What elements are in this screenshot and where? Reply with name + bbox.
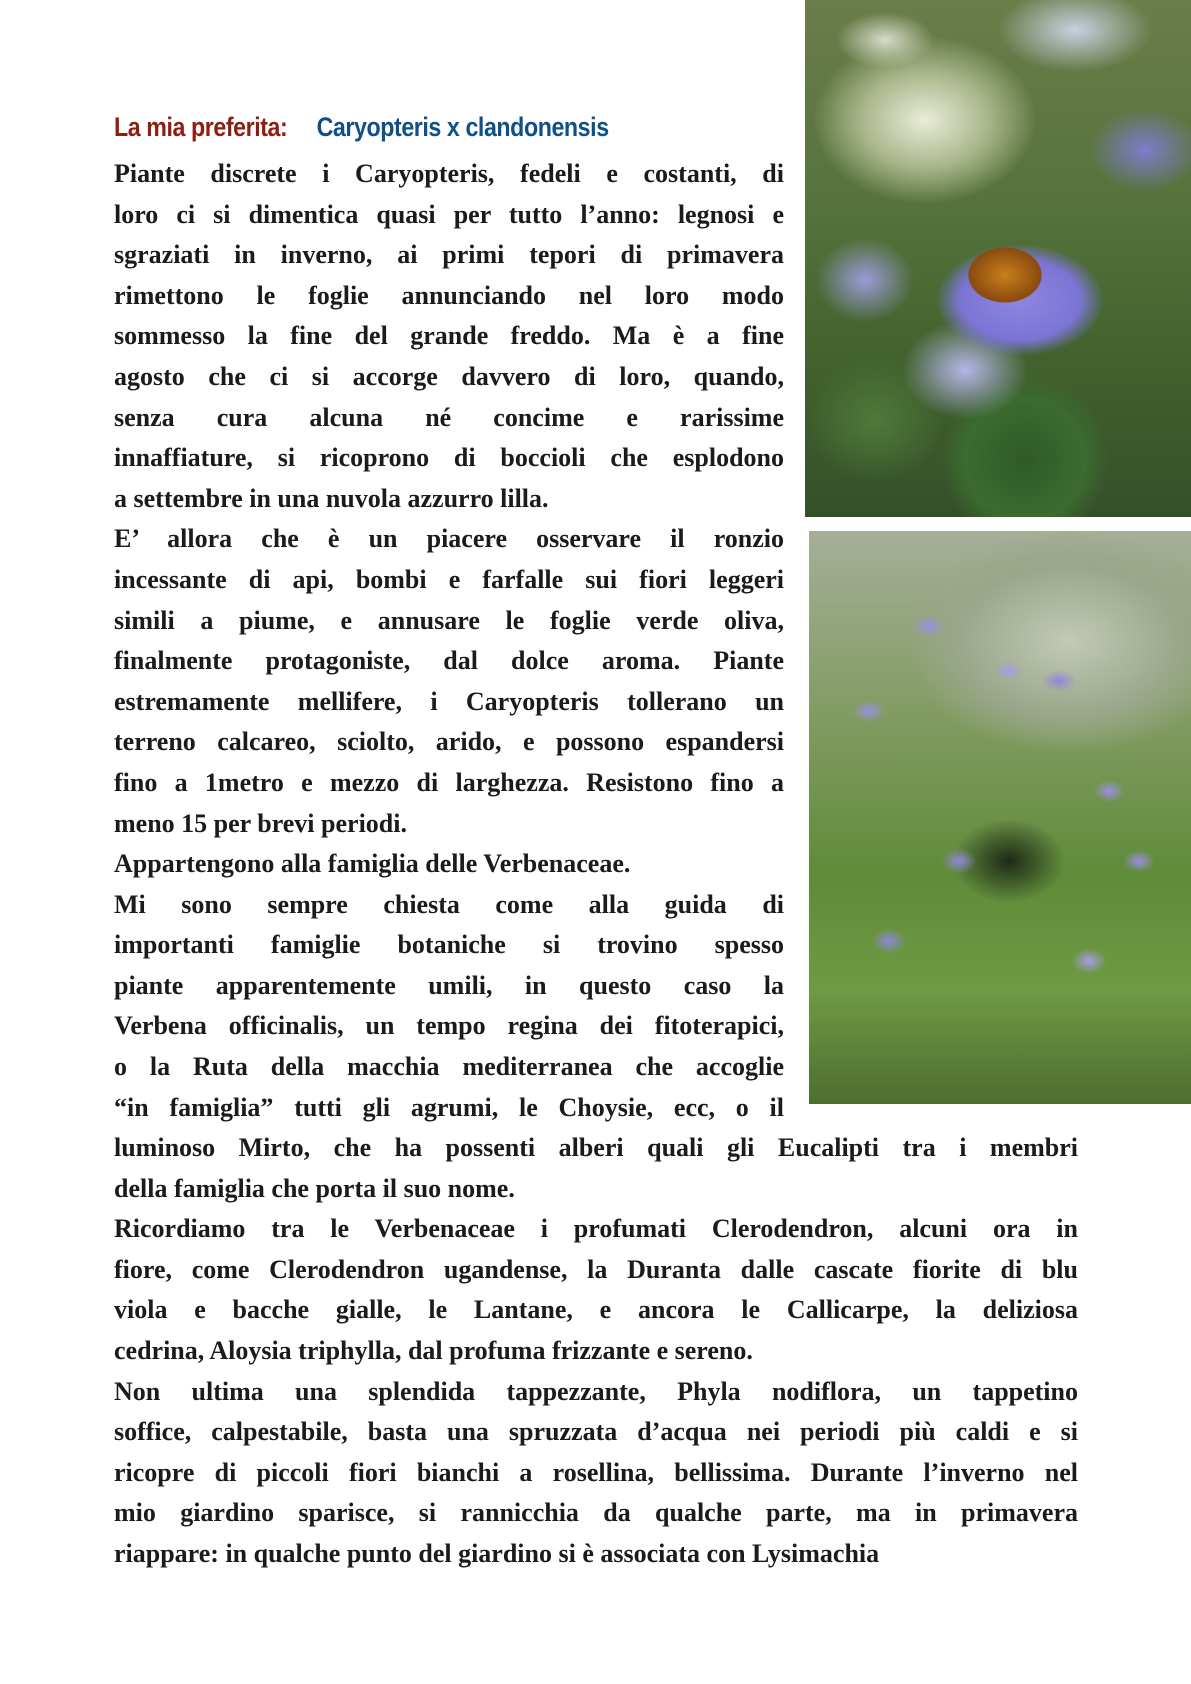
text-line: innaffiature, si ricoprono di boccioli che esplodono — [114, 443, 784, 473]
text-line: Piante discrete i Caryopteris, fedeli e costanti, di — [114, 159, 784, 188]
text-line: luminoso Mirto, che ha possenti alberi quali gli Eucalipti tra i membri — [114, 1133, 1078, 1162]
text-line: ricopre di piccoli fiori bianchi a rosellina, bellissima. Durante l’inverno nel — [114, 1457, 1078, 1487]
text-line: soffice, calpestabile, basta una spruzzata d’acqua nei periodi più caldi e si — [114, 1417, 1078, 1447]
photo-caryopteris-shrubs — [809, 531, 1191, 1104]
text-line: Ricordiamo tra le Verbenaceae i profumati Clerodendron, alcuni ora in — [114, 1214, 1078, 1244]
photo-bee-on-caryopteris — [805, 0, 1191, 517]
text-line: E’ allora che è un piacere osservare il ronzio — [114, 524, 784, 554]
text-line: a settembre in una nuvola azzurro lilla. — [114, 483, 549, 513]
text-full-width — [114, 1128, 1078, 1575]
text-line: Verbena officinalis, un tempo regina dei fitoterapici, — [114, 1011, 784, 1041]
text-line: rimettono le foglie annunciando nel loro modo — [114, 280, 784, 310]
section-heading — [114, 112, 609, 143]
heading-label: La mia preferita: — [114, 112, 288, 142]
text-column-wrapped — [114, 154, 784, 1128]
heading-scientific-name: Caryopteris x clandonensis — [316, 112, 609, 142]
text-line: terreno calcareo, sciolto, arido, e possono espandersi — [114, 727, 784, 757]
text-line: senza cura alcuna né concime e rarissime — [114, 402, 784, 432]
text-line: fino a 1metro e mezzo di larghezza. Resistono fino a — [114, 767, 784, 797]
text-line: viola e bacche gialle, le Lantane, e ancora le Callicarpe, la deliziosa — [114, 1295, 1078, 1325]
text-line: o la Ruta della macchia mediterranea che accoglie — [114, 1052, 784, 1082]
text-line: estremamente mellifere, i Caryopteris tollerano un — [114, 686, 784, 716]
text-line: mio giardino sparisce, si rannicchia da qualche parte, ma in primavera — [114, 1498, 1078, 1528]
text-line: sommesso la fine del grande freddo. Ma è a fine — [114, 321, 784, 351]
text-line: “in famiglia” tutti gli agrumi, le Choysie, ecc, o il — [114, 1092, 784, 1122]
text-line: importanti famiglie botaniche si trovino spesso — [114, 930, 784, 960]
text-line: piante apparentemente umili, in questo caso la — [114, 970, 784, 1000]
text-line: fiore, come Clerodendron ugandense, la Duranta dalle cascate fiorite di blu — [114, 1254, 1078, 1284]
text-line: finalmente protagoniste, dal dolce aroma. Piante — [114, 646, 784, 676]
text-line: Mi sono sempre chiesta come alla guida di — [114, 889, 784, 919]
text-line: Non ultima una splendida tappezzante, Phyla nodiflora, un tappetino — [114, 1376, 1078, 1406]
text-line: sgraziati in inverno, ai primi tepori di primavera — [114, 240, 784, 270]
text-line: simili a piume, e annusare le foglie verde oliva, — [114, 605, 784, 635]
text-line: cedrina, Aloysia triphylla, dal profuma frizzante e sereno. — [114, 1335, 753, 1365]
text-line: riappare: in qualche punto del giardino si è associata con Lysimachia — [114, 1538, 880, 1568]
text-line: incessante di api, bombi e farfalle sui fiori leggeri — [114, 564, 784, 594]
text-line: agosto che ci si accorge davvero di loro, quando, — [114, 361, 784, 391]
text-line: meno 15 per brevi periodi. — [114, 808, 407, 838]
text-line: della famiglia che porta il suo nome. — [114, 1173, 515, 1203]
text-line: loro ci si dimentica quasi per tutto l’anno: legnosi e — [114, 199, 784, 229]
text-line: Appartengono alla famiglia delle Verbenaceae. — [114, 849, 631, 879]
